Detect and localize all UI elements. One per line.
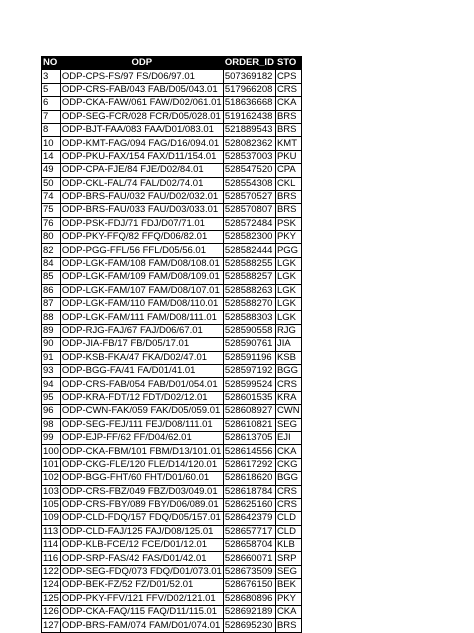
table-row — [42, 244, 302, 257]
cell-no: 124 — [43, 579, 59, 591]
cell-no: 91 — [42, 351, 61, 364]
cell-sto: LGK — [275, 298, 301, 311]
cell-sto: CRS — [275, 83, 301, 96]
table-row — [42, 257, 302, 270]
cell-order-id: 528625160 — [223, 498, 275, 511]
cell-sto: BRS — [275, 190, 301, 203]
table-row — [42, 525, 302, 538]
cell-no: 75 — [42, 204, 61, 217]
table-row — [42, 177, 302, 190]
table-row — [42, 405, 302, 418]
cell-no: 5 — [42, 83, 61, 96]
table-row — [42, 606, 302, 619]
cell-odp: ODP-PKY-FFV/121 FFV/D02/121.01 — [60, 592, 223, 605]
cell-odp: ODP-CKG-FLE/120 FLE/D14/120.01 — [60, 458, 223, 471]
table-row — [42, 565, 302, 578]
cell-order-id: 528676150 — [223, 579, 275, 592]
cell-odp: ODP-SEG-FCR/028 FCR/D05/028.01 — [60, 110, 223, 123]
cell-odp: ODP-BGG-FA/41 FA/D01/41.01 — [60, 364, 223, 377]
cell-order-id: 528537003 — [223, 150, 275, 163]
cell-sto: SEG — [275, 565, 301, 578]
cell-odp: ODP-SEG-FDQ/073 FDQ/D01/073.01 — [61, 566, 222, 578]
table-row — [42, 110, 302, 123]
cell-no: 109 — [43, 512, 59, 524]
cell-odp: ODP-BRS-FAU/033 FAU/D03/033.01 — [60, 204, 223, 217]
cell-no: 7 — [42, 110, 61, 123]
cell-sto: BRS — [275, 204, 301, 217]
cell-odp: ODP-CRS-FBY/089 FBY/D06/089.01 — [60, 498, 223, 511]
cell-order-id: 528642379 — [223, 512, 275, 525]
table-row — [42, 391, 302, 404]
cell-no: 8 — [42, 123, 61, 136]
cell-odp: ODP-CLD-FDQ/157 FDQ/D05/157.01 — [60, 512, 223, 525]
cell-no: 98 — [42, 418, 61, 431]
cell-order-id: 528588257 — [223, 271, 275, 284]
header-sto: STO — [275, 57, 301, 70]
cell-odp: ODP-CKA-FAQ/115 FAQ/D11/115.01 — [60, 606, 223, 619]
cell-no: 113 — [42, 525, 61, 538]
cell-no: 122 — [43, 566, 59, 578]
cell-sto: CLD — [275, 512, 301, 525]
cell-order-id: 528554308 — [223, 177, 275, 190]
table-row — [42, 83, 302, 96]
cell-order-id: 528617292 — [223, 458, 275, 471]
cell-odp: ODP-SEG-FEJ/111 FEJ/D08/111.01 — [60, 418, 223, 431]
cell-no: 100 — [43, 445, 59, 457]
cell-order-id: 528082362 — [223, 137, 275, 150]
cell-no: 87 — [42, 298, 61, 311]
cell-order-id: 521889543 — [223, 123, 275, 136]
cell-odp: ODP-CWN-FAK/059 FAK/D05/059.01 — [60, 405, 223, 418]
cell-order-id: 528618784 — [223, 485, 275, 498]
cell-sto: BGG — [275, 364, 301, 377]
table-row — [42, 298, 302, 311]
cell-no: 89 — [42, 324, 61, 337]
cell-order-id: 528590761 — [223, 338, 275, 351]
cell-odp: ODP-CKA-FAW/061 FAW/D02/061.01 — [61, 97, 222, 109]
cell-order-id: 528660071 — [223, 552, 275, 565]
cell-sto: BRS — [275, 110, 301, 123]
cell-odp: ODP-LGK-FAM/107 FAM/D08/107.01 — [60, 284, 223, 297]
cell-odp: ODP-CKA-FBM/101 FBM/D13/101.01 — [60, 445, 223, 458]
table-row — [42, 150, 302, 163]
table-row — [42, 619, 302, 632]
cell-odp: ODP-CPA-FJE/84 FJE/D02/84.01 — [60, 164, 223, 177]
cell-sto: KRA — [275, 391, 301, 404]
table-row — [42, 458, 302, 471]
table-row — [42, 472, 302, 485]
cell-no: 86 — [42, 284, 61, 297]
cell-no: 101 — [43, 458, 59, 470]
cell-sto: BGG — [275, 472, 301, 485]
cell-order-id: 528547520 — [223, 164, 275, 177]
cell-no: 126 — [43, 606, 59, 618]
cell-no: 95 — [42, 391, 61, 404]
table-row — [42, 364, 302, 377]
table-row — [42, 97, 302, 110]
cell-sto: CWN — [276, 405, 300, 417]
cell-odp: ODP-JIA-FB/17 FB/D05/17.01 — [60, 338, 223, 351]
table-row — [42, 431, 302, 444]
cell-order-id: 528601535 — [223, 391, 275, 404]
cell-odp: ODP-PSK-FDJ/71 FDJ/D07/71.01 — [60, 217, 223, 230]
table-row — [42, 217, 302, 230]
cell-sto: PKU — [275, 150, 301, 163]
cell-odp: ODP-PGG-FFL/56 FFL/D05/56.01 — [60, 244, 223, 257]
cell-no: 93 — [42, 364, 61, 377]
cell-sto: BRS — [275, 619, 301, 632]
cell-no: 74 — [42, 190, 61, 203]
cell-order-id: 528673509 — [223, 565, 275, 578]
table-row — [42, 445, 302, 458]
cell-order-id: 518636668 — [223, 97, 275, 110]
cell-sto: CRS — [275, 498, 301, 511]
table-row — [42, 378, 302, 391]
cell-sto: BRS — [275, 123, 301, 136]
cell-no: 114 — [42, 539, 61, 552]
cell-order-id: 528570807 — [223, 204, 275, 217]
cell-order-id: 528614556 — [223, 445, 275, 458]
cell-order-id: 528588270 — [223, 298, 275, 311]
cell-sto: CKA — [275, 445, 301, 458]
cell-odp: ODP-PKU-FAX/154 FAX/D11/154.01 — [60, 150, 223, 163]
cell-sto: BEK — [275, 579, 301, 592]
cell-order-id: 528572484 — [223, 217, 275, 230]
cell-sto: CRS — [275, 485, 301, 498]
cell-order-id: 528570527 — [223, 190, 275, 203]
cell-order-id: 528588255 — [223, 257, 275, 270]
cell-odp: ODP-LGK-FAM/111 FAM/D08/111.01 — [60, 311, 223, 324]
cell-order-id: 528608927 — [223, 405, 275, 418]
header-no: NO — [42, 57, 61, 70]
cell-no: 76 — [42, 217, 61, 230]
cell-order-id: 528658704 — [223, 539, 275, 552]
cell-no: 6 — [42, 97, 61, 110]
cell-odp: ODP-CRS-FBZ/049 FBZ/D03/049.01 — [60, 485, 223, 498]
cell-odp: ODP-BRS-FAU/032 FAU/D02/032.01 — [60, 190, 223, 203]
cell-no: 102 — [43, 472, 59, 484]
table-body — [42, 70, 302, 632]
cell-sto: EJI — [275, 431, 301, 444]
cell-sto: SRP — [275, 552, 301, 565]
cell-odp: ODP-BGG-FHT/60 FHT/D01/60.01 — [60, 472, 223, 485]
cell-odp: ODP-LGK-FAM/109 FAM/D08/109.01 — [60, 271, 223, 284]
cell-no: 94 — [42, 378, 61, 391]
cell-odp: ODP-KRA-FDT/12 FDT/D02/12.01 — [60, 391, 223, 404]
cell-sto: KSB — [275, 351, 301, 364]
cell-order-id: 519162438 — [223, 110, 275, 123]
table-row — [42, 123, 302, 136]
table-row — [42, 418, 302, 431]
cell-sto: LGK — [275, 271, 301, 284]
cell-no: 14 — [42, 150, 61, 163]
cell-no: 103 — [43, 485, 59, 497]
cell-no: 49 — [42, 164, 61, 177]
cell-odp: ODP-PKY-FFQ/82 FFQ/D06/82.01 — [60, 231, 223, 244]
cell-sto: PKY — [275, 592, 301, 605]
cell-sto: KMT — [275, 137, 301, 150]
cell-order-id: 528610821 — [223, 418, 275, 431]
header-odp: ODP — [60, 57, 223, 70]
cell-order-id: 528591196 — [223, 351, 275, 364]
cell-order-id: 528597192 — [223, 364, 275, 377]
cell-odp: ODP-BEK-FZ/52 FZ/D01/52.01 — [60, 579, 223, 592]
cell-no: 82 — [42, 244, 61, 257]
cell-no: 85 — [42, 271, 61, 284]
cell-order-id: 528588303 — [223, 311, 275, 324]
table-row — [42, 284, 302, 297]
cell-sto: CKL — [275, 177, 301, 190]
cell-odp: ODP-CPS-FS/97 FS/D06/97.01 — [60, 70, 223, 83]
cell-odp: ODP-BJT-FAA/083 FAA/D01/083.01 — [60, 123, 223, 136]
header-order-id: ORDER_ID — [224, 57, 274, 69]
cell-order-id: 517966208 — [223, 83, 275, 96]
cell-no: 84 — [42, 257, 61, 270]
cell-odp: ODP-LGK-FAM/110 FAM/D08/110.01 — [60, 298, 223, 311]
table-row — [42, 70, 302, 83]
cell-order-id: 528613705 — [223, 431, 275, 444]
table-row — [42, 137, 302, 150]
table-row — [42, 338, 302, 351]
cell-no: 127 — [43, 619, 59, 631]
cell-odp: ODP-RJG-FAJ/67 FAJ/D06/67.01 — [60, 324, 223, 337]
cell-no: 96 — [42, 405, 61, 418]
table-row — [42, 498, 302, 511]
cell-sto: RJG — [275, 324, 301, 337]
cell-sto: LGK — [275, 311, 301, 324]
cell-no: 50 — [42, 177, 61, 190]
cell-order-id: 528695230 — [223, 619, 275, 632]
cell-order-id: 528692189 — [223, 606, 275, 619]
cell-order-id: 528680896 — [223, 592, 275, 605]
cell-odp: ODP-EJP-FF/62 FF/D04/62.01 — [60, 431, 223, 444]
cell-sto: CLD — [275, 525, 301, 538]
header-row — [42, 57, 302, 70]
cell-odp: ODP-SRP-FAS/42 FAS/D01/42.01 — [60, 552, 223, 565]
cell-sto: CPS — [275, 70, 301, 83]
table-row — [42, 164, 302, 177]
cell-sto: PSK — [275, 217, 301, 230]
table-row — [42, 512, 302, 525]
table-row — [42, 311, 302, 324]
cell-odp: ODP-KSB-FKA/47 FKA/D02/47.01 — [60, 351, 223, 364]
cell-sto: JIA — [275, 338, 301, 351]
cell-no: 105 — [43, 499, 59, 511]
cell-sto: KLB — [275, 539, 301, 552]
table-row — [42, 351, 302, 364]
table-row — [42, 579, 302, 592]
cell-no: 99 — [42, 431, 61, 444]
table-row — [42, 271, 302, 284]
table-row — [42, 552, 302, 565]
cell-odp: ODP-CRS-FAB/054 FAB/D01/054.01 — [60, 378, 223, 391]
cell-no: 3 — [42, 70, 61, 83]
cell-odp: ODP-KMT-FAG/094 FAG/D16/094.01 — [60, 137, 223, 150]
table-row — [42, 592, 302, 605]
cell-order-id: 528590558 — [223, 324, 275, 337]
cell-sto: LGK — [275, 284, 301, 297]
cell-sto: LGK — [275, 257, 301, 270]
table-row — [42, 485, 302, 498]
cell-sto: PGG — [275, 244, 301, 257]
cell-sto: CKA — [275, 606, 301, 619]
table-row — [42, 539, 302, 552]
cell-odp: ODP-CKL-FAL/74 FAL/D02/74.01 — [60, 177, 223, 190]
cell-sto: PKY — [275, 231, 301, 244]
cell-order-id: 528588263 — [223, 284, 275, 297]
cell-no: 88 — [42, 311, 61, 324]
cell-odp: ODP-KLB-FCE/12 FCE/D01/12.01 — [60, 539, 223, 552]
cell-order-id: 528599524 — [223, 378, 275, 391]
table-row — [42, 190, 302, 203]
cell-sto: SEG — [275, 418, 301, 431]
cell-no: 116 — [42, 552, 61, 565]
cell-sto: CRS — [275, 378, 301, 391]
cell-sto: CKA — [275, 97, 301, 110]
table-row — [42, 324, 302, 337]
cell-order-id: 507369182 — [223, 70, 275, 83]
data-table — [41, 56, 302, 633]
cell-order-id: 528618620 — [223, 472, 275, 485]
cell-sto: CPA — [275, 164, 301, 177]
table-row — [42, 204, 302, 217]
cell-order-id: 528582300 — [223, 231, 275, 244]
cell-odp: ODP-CLD-FAJ/125 FAJ/D08/125.01 — [60, 525, 223, 538]
cell-odp: ODP-CRS-FAB/043 FAB/D05/043.01 — [60, 83, 223, 96]
cell-order-id: 528582444 — [223, 244, 275, 257]
cell-order-id: 528657717 — [223, 525, 275, 538]
cell-odp: ODP-BRS-FAM/074 FAM/D01/074.01 — [60, 619, 223, 632]
cell-odp: ODP-LGK-FAM/108 FAM/D08/108.01 — [60, 257, 223, 270]
cell-no: 80 — [42, 231, 61, 244]
cell-no: 10 — [42, 137, 61, 150]
table-row — [42, 231, 302, 244]
cell-no: 125 — [43, 592, 59, 604]
cell-sto: CKG — [275, 458, 301, 471]
cell-no: 90 — [42, 338, 61, 351]
